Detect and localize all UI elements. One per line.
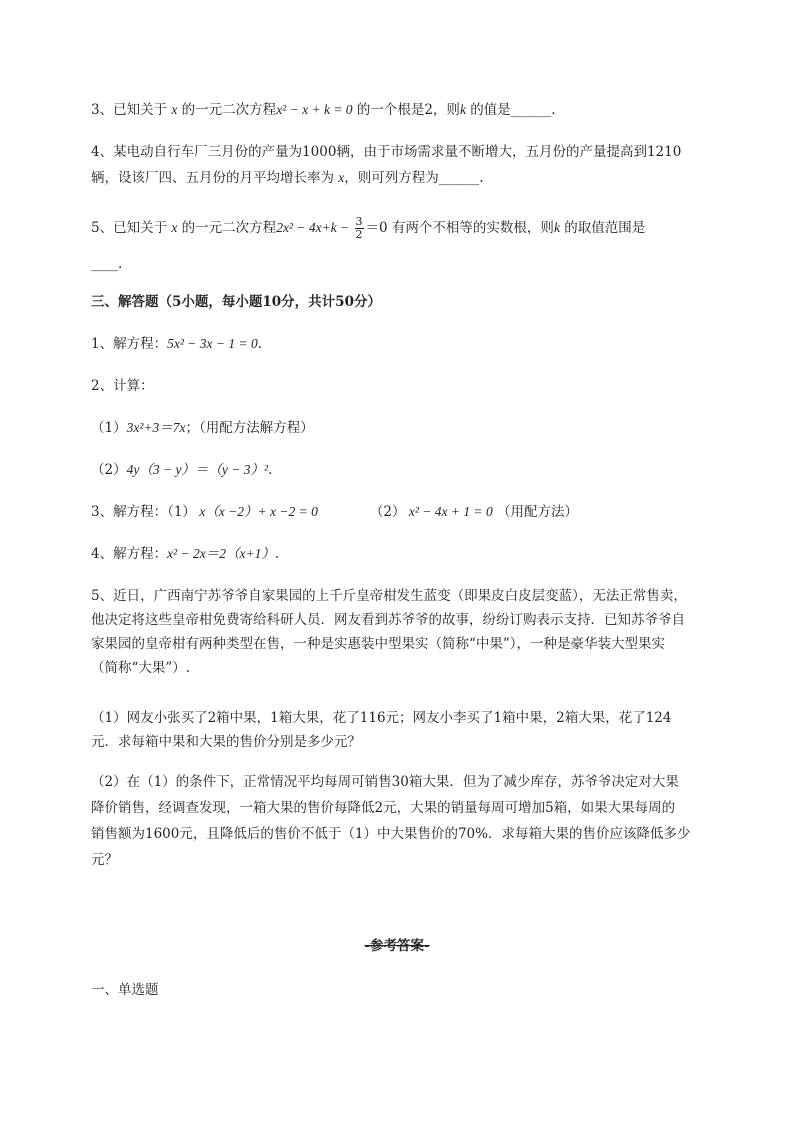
q4-answer-blank: ，则可列方程为______. bbox=[344, 170, 484, 186]
p3-equation-1: x（x −2）+ x −2 = 0 bbox=[195, 504, 318, 519]
p2-sub2-equation: 4y（3 − y）＝（y − 3）² bbox=[126, 462, 269, 477]
problem-2-sub-1 bbox=[91, 418, 314, 438]
p2-sub1-equation: 3x²+3＝7x bbox=[126, 420, 186, 435]
q4-text-pre: 辆，设该厂四、五月份的月平均增长率为 bbox=[91, 170, 339, 186]
problem-5-sub-2-line-4: 元？ bbox=[91, 852, 118, 868]
p4-equation: x² − 2x＝2（x+1） bbox=[167, 546, 275, 561]
q4-var-x: x bbox=[338, 170, 345, 185]
q3-text-mid: 的一元二次方程 bbox=[177, 102, 277, 118]
section-3-title: 三、解答题（5小题，每小题10分，共计50分） bbox=[91, 294, 381, 310]
question-4-line-1: 4、某电动自行车厂三月份的产量为1000辆，由于市场需求量不断增大，五月份的产量提高到1210 bbox=[91, 144, 682, 160]
problem-5-line-3: 家果园的皇帝柑有两种类型在售，一种是实惠装中型果实（简称“中果”），一种是豪华装大型果实 bbox=[91, 636, 666, 652]
q3-text-post: 的一个根是2，则 bbox=[352, 102, 460, 118]
question-5-line-1 bbox=[91, 216, 645, 241]
q3-var-x: x bbox=[171, 102, 178, 117]
q3-answer-blank: 的值是______. bbox=[465, 102, 556, 118]
problem-5-sub-2-line-1: （2）在（1）的条件下，正常情况平均每周可销售30箱大果．但为了减少库存，苏爷爷决定对大果 bbox=[91, 774, 679, 790]
p2-sub2-end: . bbox=[268, 462, 273, 478]
p1-text-pre: 1、解方程： bbox=[91, 336, 168, 352]
problem-5-sub-2-line-3: 销售额为1600元，且降低后的售价不低于（1）中大果售价的70%．求每箱大果的售价应该降低多少 bbox=[91, 826, 691, 842]
q5-text-end: 的取值范围是 bbox=[559, 220, 646, 236]
problem-5-line-1: 5、近日，广西南宁苏爷爷自家果园的上千斤皇帝柑发生蓝变（即果皮白皮层变蓝），无法正常售卖， bbox=[91, 588, 687, 604]
problem-4 bbox=[91, 544, 279, 564]
answers-title: -参考答案- bbox=[364, 938, 430, 954]
question-5-line-2: ____. bbox=[91, 256, 123, 272]
p3-sub2-number: （2） bbox=[369, 504, 406, 520]
p3-note: （用配方法） bbox=[492, 504, 578, 520]
problem-3 bbox=[91, 502, 578, 522]
p2-sub1-note: ；（用配方法解方程） bbox=[185, 420, 314, 436]
problem-2-title: 2、计算： bbox=[91, 378, 154, 394]
q5-var-k: k bbox=[553, 220, 560, 235]
problem-5-line-2: 他决定将这些皇帝柑免费寄给科研人员．网友看到苏爷爷的故事，纷纷订购表示支持．已知苏爷爷自 bbox=[91, 612, 685, 628]
q5-fraction-numerator: 3 bbox=[355, 215, 363, 228]
q5-text-post: 有两个不相等的实数根，则 bbox=[387, 220, 554, 236]
p4-text-pre: 4、解方程： bbox=[91, 546, 168, 562]
p1-equation: 5x² − 3x − 1 = 0 bbox=[167, 336, 258, 351]
problem-5-sub-1-line-1: （1）网友小张买了2箱中果，1箱大果，花了116元；网友小李买了1箱中果，2箱大果，花了124 bbox=[91, 710, 672, 726]
problem-2-sub-2 bbox=[91, 460, 272, 480]
problem-1 bbox=[91, 334, 262, 354]
p2-sub1-number: （1） bbox=[91, 420, 127, 436]
question-3 bbox=[91, 100, 556, 120]
q5-fraction-denominator: 2 bbox=[355, 228, 363, 241]
p1-text-post: . bbox=[257, 336, 263, 352]
problem-5-line-4: （简称“大果”）. bbox=[91, 660, 191, 676]
question-4-line-2 bbox=[91, 168, 484, 188]
q3-text-pre: 3、已知关于 bbox=[91, 102, 172, 118]
q3-equation: x² − x + k = 0 bbox=[276, 102, 353, 117]
p3-equation-2: x² − 4x + 1 = 0 bbox=[405, 504, 493, 519]
q3-var-k: k bbox=[459, 102, 466, 117]
problem-5-sub-1-line-2: 元．求每箱中果和大果的售价分别是多少元？ bbox=[91, 734, 361, 750]
p3-text-pre: 3、解方程：（1） bbox=[91, 504, 196, 520]
q5-text-mid: 的一元二次方程 bbox=[177, 220, 277, 236]
q5-var-x: x bbox=[171, 220, 178, 235]
problem-5-sub-2-line-2: 降价销售，经调查发现，一箱大果的售价每降低2元，大果的销量每周可增加5箱，如果大果每周的 bbox=[91, 800, 676, 816]
answers-section-1: 一、单选题 bbox=[91, 982, 159, 998]
q5-fraction bbox=[355, 216, 364, 241]
p2-sub2-number: （2） bbox=[91, 462, 127, 478]
q5-equation-left: 2x² − 4x+k − bbox=[276, 220, 353, 235]
q5-text-pre: 5、已知关于 bbox=[91, 220, 172, 236]
p4-text-post: . bbox=[274, 546, 280, 562]
q5-equation-right: ＝0 bbox=[365, 220, 388, 236]
